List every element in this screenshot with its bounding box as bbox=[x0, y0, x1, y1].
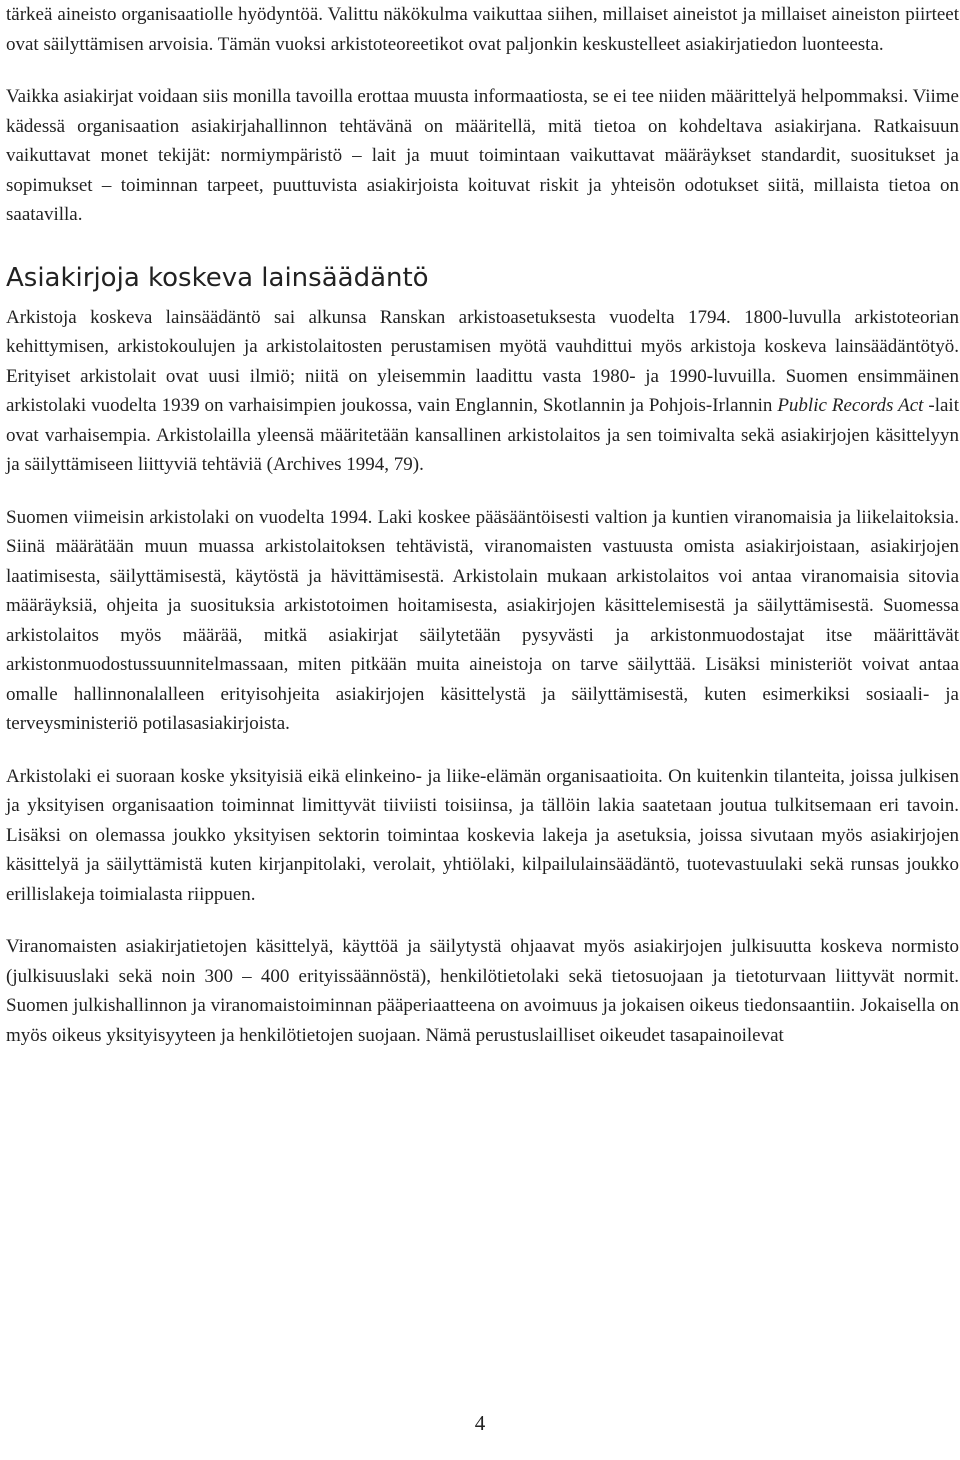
paragraph-publicity-norms: Viranomaisten asiakirjatietojen käsittelyä, käyttöä ja säilytystä ohjaavat myös asiakirjojen julkisuutta koskeva normisto (julkisuuslaki sekä noin 300 – 400 erityissäännöstä), henkilötietolaki sekä tietosuojaan ja tietoturvaan liittyvät normit. Suomen julkishallinnon ja viranomaistoiminnan pääperiaatteena on avoimuus ja jokaisen oikeus tiedonsaantiin. Jokaisella on myös oikeus yksityisyyteen ja henkilötietojen suojaan. Nämä perustuslailliset oikeudet tasapainoilevat bbox=[6, 936, 959, 1046]
paragraph-text-part: -lait ovat varhaisempia. Arkistolailla yleensä määritetään kansallinen arkistolaitos ja sen toimivalta sekä asiakirjojen käsittelyyn ja säilyttämiseen liittyviä tehtäviä (Archives 1994, 79). bbox=[6, 395, 959, 475]
paragraph-private-sector: Arkistolaki ei suoraan koske yksityisiä eikä elinkeino- ja liike-elämän organisaatioita. On kuitenkin tilanteita, joissa julkisen ja yksityisen organisaation toiminnat limittyvät tiiviisti toisiinsa, ja tällöin lakia saatetaan joutua tulkitsemaan eri tavoin. Lisäksi on olemassa joukko yksityisen sektorin toimintaa koskevia lakeja ja asetuksia, joissa sivutaan myös asiakirjojen käsittelyä ja säilyttämistä kuten kirjanpitolaki, verolait, yhtiölaki, kilpailulainsäädäntö, tuotevastuulaki sekä runsas joukko erillislakeja toimialasta riippuen. bbox=[6, 765, 959, 905]
section-heading: Asiakirjoja koskeva lainsäädäntö bbox=[6, 262, 429, 293]
paragraph-text-part: Arkistoja koskeva lainsäädäntö sai alkunsa Ranskan arkistoasetuksesta vuodelta 1794. 1800-luvulla arkistoteorian kehittymisen, arkistokoulujen ja arkistolaitosten perustamisen myötä vauhdittui myös arkistoja koskeva lainsäädäntötyö. Erityiset arkistolait ovat uusi ilmiö; niitä on yleisemmin laadittu vasta 1980- ja 1990-luvuilla. Suomen ensimmäinen arkistolaki vuodelta 1939 on varhaisimpien joukossa, vain Englannin, Skotlannin ja Pohjois-Irlannin bbox=[6, 306, 959, 416]
paragraph-record-definition: Vaikka asiakirjat voidaan siis monilla tavoilla erottaa muusta informaatiosta, se ei tee niiden määrittelyä helpommaksi. Viime kädessä organisaation asiakirjahallinnon tehtävänä on määritellä, mitä tietoa on kohdeltava asiakirjana. Ratkaisuun vaikuttavat monet tekijät: normiympäristö – lait ja muut toimintaan vaikuttavat määräykset standardit, suositukset ja sopimukset – toiminnan tarpeet, puuttuvista asiakirjoista koituvat riskit ja yhteisön odotukset siitä, millaista tietoa on saatavilla. bbox=[6, 86, 959, 225]
italic-act-title: Public Records Act bbox=[777, 395, 924, 416]
paragraph-intro-continuation: tärkeä aineisto organisaatiolle hyödyntöä. Valittu näkökulma vaikuttaa siihen, millaiset aineistot ja millaiset aineiston piirteet ovat säilyttämisen arvoisia. Tämän vuoksi arkistoteoreetikot ovat paljonkin keskustelleet asiakirjatiedon luonteesta. bbox=[6, 4, 959, 55]
page-number: 4 bbox=[474, 1411, 486, 1435]
paragraph-finnish-archive-law: Suomen viimeisin arkistolaki on vuodelta 1994. Laki koskee pääsääntöisesti valtion ja kuntien viranomaisia ja liikelaitoksia. Siinä määrätään muun muassa arkistolaitoksen tehtävistä, viranomaisten vastuusta omista asiakirjoistaan, asiakirjojen laatimisesta, säilyttämisestä, käytöstä ja hävittämisestä. Arkistolain mukaan arkistolaitos voi antaa viranomaisia sitovia määräyksiä, ohjeita ja suosituksia arkistotoimen hoitamisesta, asiakirjojen käsittelemisestä ja säilyttämisestä. Suomessa arkistolaitos myös määrää, mitkä asiakirjat säilytetään pysyvästi ja arkistonmuodostajat itse määrittävät arkistonmuodostussuunnitelmassaan, miten pitkään muita aineistoja on tarve säilyttää. Lisäksi ministeriöt voivat antaa omalle hallinnonalalleen erityisohjeita asiakirjojen käsittelystä ja säilyttämisestä, kuten esimerkiksi sosiaali- ja terveysministeriö potilasasiakirjoista. bbox=[6, 506, 959, 734]
document-page bbox=[6, 0, 959, 1050]
paragraph-archive-legislation-history bbox=[6, 303, 959, 480]
